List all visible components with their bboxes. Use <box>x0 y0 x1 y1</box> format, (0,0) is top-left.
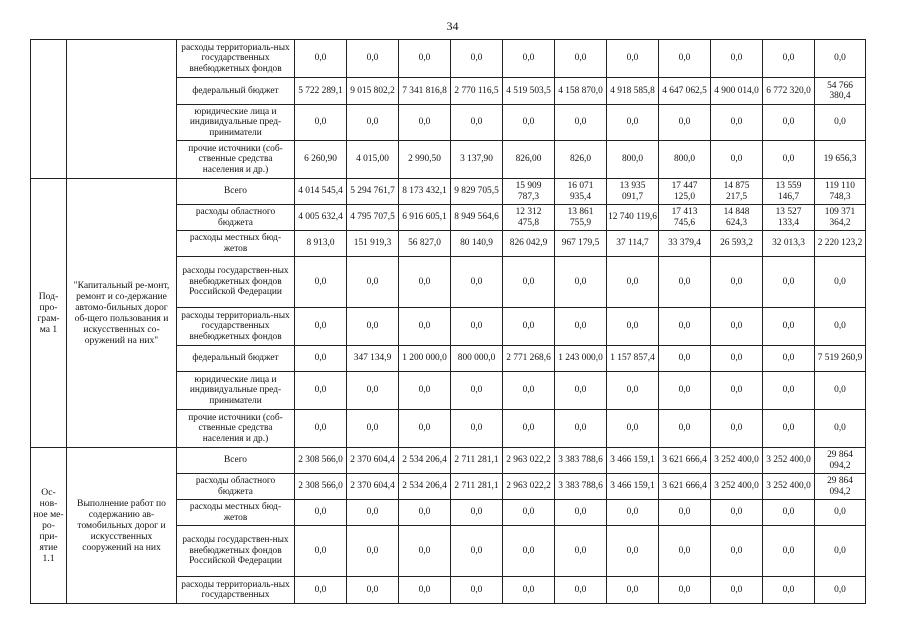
funding-source-cell: прочие источники (соб-ственные средства населения и др.) <box>177 141 295 179</box>
value-cell: 0,0 <box>711 308 763 346</box>
value-cell: 0,0 <box>815 577 866 604</box>
value-cell: 0,0 <box>503 500 555 526</box>
value-cell: 4 015,00 <box>347 141 399 179</box>
value-cell: 0,0 <box>555 410 607 448</box>
value-cell: 0,0 <box>659 40 711 78</box>
funding-source-cell: прочие источники (соб-ственные средства населения и др.) <box>177 410 295 448</box>
value-cell: 0,0 <box>815 308 866 346</box>
value-cell: 0,0 <box>763 308 815 346</box>
value-cell: 0,0 <box>451 308 503 346</box>
value-cell: 3 252 400,0 <box>763 448 815 474</box>
value-cell: 32 013,3 <box>763 231 815 257</box>
value-cell: 4 795 707,5 <box>347 205 399 231</box>
value-cell: 17 447 125,0 <box>659 179 711 205</box>
value-cell: 0,0 <box>711 257 763 308</box>
value-cell: 14 875 217,5 <box>711 179 763 205</box>
value-cell: 0,0 <box>607 577 659 604</box>
value-cell: 151 919,3 <box>347 231 399 257</box>
value-cell: 4 519 503,5 <box>503 78 555 105</box>
value-cell: 0,0 <box>607 500 659 526</box>
value-cell: 2 370 604,4 <box>347 448 399 474</box>
value-cell: 4 014 545,4 <box>295 179 347 205</box>
value-cell: 3 137,90 <box>451 141 503 179</box>
value-cell: 0,0 <box>659 372 711 410</box>
value-cell: 3 383 788,6 <box>555 448 607 474</box>
value-cell: 0,0 <box>815 40 866 78</box>
value-cell: 347 134,9 <box>347 346 399 372</box>
value-cell: 0,0 <box>607 410 659 448</box>
value-cell: 0,0 <box>295 308 347 346</box>
value-cell: 13 527 133,4 <box>763 205 815 231</box>
value-cell: 0,0 <box>555 308 607 346</box>
value-cell: 0,0 <box>295 40 347 78</box>
value-cell: 4 900 014,0 <box>711 78 763 105</box>
value-cell: 0,0 <box>399 105 451 141</box>
program-label-cell: Ос-нов-ное ме-ро-при-ятие 1.1 <box>31 448 67 604</box>
funding-source-cell: расходы областного бюджета <box>177 474 295 500</box>
value-cell: 0,0 <box>451 500 503 526</box>
value-cell: 5 722 289,1 <box>295 78 347 105</box>
value-cell: 0,0 <box>815 105 866 141</box>
value-cell: 109 371 364,2 <box>815 205 866 231</box>
value-cell: 0,0 <box>399 40 451 78</box>
value-cell: 0,0 <box>555 577 607 604</box>
value-cell: 967 179,5 <box>555 231 607 257</box>
value-cell: 0,0 <box>503 257 555 308</box>
value-cell: 0,0 <box>659 346 711 372</box>
value-cell: 37 114,7 <box>607 231 659 257</box>
value-cell: 0,0 <box>555 526 607 577</box>
value-cell: 56 827,0 <box>399 231 451 257</box>
program-name-cell: "Капитальный ре-монт, ремонт и со-держание автомо-бильных дорог об-щего пользования и искусственных со-оружений на них" <box>67 179 177 448</box>
page-number: 34 <box>446 19 459 33</box>
value-cell: 0,0 <box>659 500 711 526</box>
funding-source-cell: юридические лица и индивидуальные пред-приниматели <box>177 105 295 141</box>
value-cell: 0,0 <box>763 500 815 526</box>
value-cell: 54 766 380,4 <box>815 78 866 105</box>
value-cell: 13 935 091,7 <box>607 179 659 205</box>
value-cell: 3 252 400,0 <box>711 448 763 474</box>
value-cell: 0,0 <box>607 257 659 308</box>
value-cell: 0,0 <box>815 526 866 577</box>
value-cell: 2 308 566,0 <box>295 474 347 500</box>
value-cell: 0,0 <box>503 372 555 410</box>
value-cell: 0,0 <box>451 577 503 604</box>
value-cell: 0,0 <box>347 500 399 526</box>
value-cell: 2 711 281,1 <box>451 448 503 474</box>
value-cell: 1 157 857,4 <box>607 346 659 372</box>
value-cell: 0,0 <box>659 308 711 346</box>
value-cell: 9 015 802,2 <box>347 78 399 105</box>
funding-source-cell: расходы местных бюд-жетов <box>177 231 295 257</box>
value-cell: 0,0 <box>711 500 763 526</box>
value-cell: 0,0 <box>399 308 451 346</box>
value-cell: 3 621 666,4 <box>659 474 711 500</box>
value-cell: 5 294 761,7 <box>347 179 399 205</box>
value-cell: 0,0 <box>555 40 607 78</box>
value-cell: 0,0 <box>555 372 607 410</box>
value-cell: 0,0 <box>659 410 711 448</box>
value-cell: 3 466 159,1 <box>607 474 659 500</box>
value-cell: 3 621 666,4 <box>659 448 711 474</box>
value-cell: 0,0 <box>451 257 503 308</box>
value-cell: 0,0 <box>711 105 763 141</box>
value-cell: 6 772 320,0 <box>763 78 815 105</box>
funding-source-cell: расходы местных бюд-жетов <box>177 500 295 526</box>
value-cell: 0,0 <box>607 372 659 410</box>
value-cell: 826,00 <box>503 141 555 179</box>
value-cell: 0,0 <box>763 526 815 577</box>
value-cell: 0,0 <box>815 410 866 448</box>
value-cell: 0,0 <box>555 105 607 141</box>
value-cell: 119 110 748,3 <box>815 179 866 205</box>
value-cell: 0,0 <box>659 577 711 604</box>
value-cell: 0,0 <box>451 372 503 410</box>
value-cell: 2 534 206,4 <box>399 474 451 500</box>
value-cell: 0,0 <box>763 577 815 604</box>
value-cell: 0,0 <box>399 372 451 410</box>
value-cell: 0,0 <box>295 577 347 604</box>
value-cell: 0,0 <box>815 372 866 410</box>
value-cell: 8 949 564,6 <box>451 205 503 231</box>
value-cell: 0,0 <box>711 410 763 448</box>
value-cell: 0,0 <box>295 257 347 308</box>
value-cell: 8 913,0 <box>295 231 347 257</box>
value-cell: 0,0 <box>347 257 399 308</box>
value-cell: 33 379,4 <box>659 231 711 257</box>
value-cell: 17 413 745,6 <box>659 205 711 231</box>
value-cell: 2 770 116,5 <box>451 78 503 105</box>
value-cell: 0,0 <box>763 372 815 410</box>
value-cell: 2 370 604,4 <box>347 474 399 500</box>
value-cell: 0,0 <box>711 372 763 410</box>
value-cell: 0,0 <box>295 410 347 448</box>
funding-source-cell: расходы территориаль-ных государственных внебюджетных фондов <box>177 308 295 346</box>
value-cell: 0,0 <box>451 40 503 78</box>
value-cell: 0,0 <box>659 257 711 308</box>
value-cell: 29 864 094,2 <box>815 474 866 500</box>
value-cell: 8 173 432,1 <box>399 179 451 205</box>
value-cell: 0,0 <box>295 346 347 372</box>
value-cell: 16 071 935,4 <box>555 179 607 205</box>
value-cell: 0,0 <box>399 500 451 526</box>
value-cell: 3 383 788,6 <box>555 474 607 500</box>
value-cell: 6 260,90 <box>295 141 347 179</box>
value-cell: 0,0 <box>347 577 399 604</box>
value-cell: 0,0 <box>503 308 555 346</box>
value-cell: 0,0 <box>503 410 555 448</box>
value-cell: 0,0 <box>607 308 659 346</box>
value-cell: 2 308 566,0 <box>295 448 347 474</box>
value-cell: 0,0 <box>763 257 815 308</box>
funding-source-cell: расходы государствен-ных внебюджетных фондов Российской Федерации <box>177 257 295 308</box>
value-cell: 6 916 605,1 <box>399 205 451 231</box>
value-cell: 0,0 <box>347 410 399 448</box>
value-cell: 2 990,50 <box>399 141 451 179</box>
value-cell: 7 519 260,9 <box>815 346 866 372</box>
value-cell: 2 220 123,2 <box>815 231 866 257</box>
value-cell: 0,0 <box>711 40 763 78</box>
value-cell: 0,0 <box>763 40 815 78</box>
value-cell: 4 918 585,8 <box>607 78 659 105</box>
value-cell: 0,0 <box>295 500 347 526</box>
value-cell: 0,0 <box>711 526 763 577</box>
value-cell: 7 341 816,8 <box>399 78 451 105</box>
program-name-cell <box>67 40 177 179</box>
funding-source-cell: расходы территориаль-ных государственных внебюджетных фондов <box>177 40 295 78</box>
funding-source-cell: расходы областного бюджета <box>177 205 295 231</box>
value-cell: 0,0 <box>503 105 555 141</box>
funding-source-cell: юридические лица и индивидуальные пред-приниматели <box>177 372 295 410</box>
value-cell: 0,0 <box>347 526 399 577</box>
value-cell: 0,0 <box>399 257 451 308</box>
value-cell: 1 200 000,0 <box>399 346 451 372</box>
value-cell: 0,0 <box>399 577 451 604</box>
budget-table <box>30 39 866 604</box>
value-cell: 2 534 206,4 <box>399 448 451 474</box>
value-cell: 0,0 <box>451 410 503 448</box>
value-cell: 3 252 400,0 <box>763 474 815 500</box>
value-cell: 0,0 <box>555 257 607 308</box>
value-cell: 0,0 <box>607 40 659 78</box>
value-cell: 0,0 <box>399 410 451 448</box>
value-cell: 80 140,9 <box>451 231 503 257</box>
table-row <box>31 448 866 474</box>
value-cell: 0,0 <box>763 105 815 141</box>
value-cell: 2 963 022,2 <box>503 448 555 474</box>
value-cell: 4 158 870,0 <box>555 78 607 105</box>
value-cell: 13 559 146,7 <box>763 179 815 205</box>
value-cell: 15 909 787,3 <box>503 179 555 205</box>
value-cell: 0,0 <box>815 500 866 526</box>
value-cell: 0,0 <box>295 372 347 410</box>
value-cell: 0,0 <box>607 105 659 141</box>
value-cell: 26 593,2 <box>711 231 763 257</box>
value-cell: 0,0 <box>763 346 815 372</box>
value-cell: 0,0 <box>815 257 866 308</box>
program-label-cell <box>31 40 67 179</box>
value-cell: 0,0 <box>659 526 711 577</box>
value-cell: 0,0 <box>503 526 555 577</box>
value-cell: 4 647 062,5 <box>659 78 711 105</box>
value-cell: 2 963 022,2 <box>503 474 555 500</box>
funding-source-cell: расходы государствен-ных внебюджетных фондов Российской Федерации <box>177 526 295 577</box>
value-cell: 0,0 <box>347 308 399 346</box>
value-cell: 0,0 <box>555 500 607 526</box>
value-cell: 0,0 <box>399 526 451 577</box>
value-cell: 0,0 <box>347 40 399 78</box>
value-cell: 2 711 281,1 <box>451 474 503 500</box>
value-cell: 0,0 <box>451 105 503 141</box>
value-cell: 0,0 <box>607 526 659 577</box>
value-cell: 14 848 624,3 <box>711 205 763 231</box>
value-cell: 3 252 400,0 <box>711 474 763 500</box>
value-cell: 0,0 <box>711 346 763 372</box>
value-cell: 0,0 <box>763 410 815 448</box>
value-cell: 826,0 <box>555 141 607 179</box>
value-cell: 0,0 <box>347 372 399 410</box>
value-cell: 0,0 <box>711 141 763 179</box>
value-cell: 0,0 <box>295 526 347 577</box>
program-name-cell: Выполнение работ по содержанию ав-томобильных дорог и искусственных сооружений на них <box>67 448 177 604</box>
value-cell: 9 829 705,5 <box>451 179 503 205</box>
value-cell: 0,0 <box>503 577 555 604</box>
value-cell: 800,0 <box>659 141 711 179</box>
value-cell: 1 243 000,0 <box>555 346 607 372</box>
value-cell: 19 656,3 <box>815 141 866 179</box>
value-cell: 0,0 <box>295 105 347 141</box>
funding-source-cell: Всего <box>177 179 295 205</box>
program-label-cell: Под-про-грам-ма 1 <box>31 179 67 448</box>
value-cell: 13 861 755,9 <box>555 205 607 231</box>
funding-source-cell: расходы территориаль-ных государственных <box>177 577 295 604</box>
value-cell: 2 771 268,6 <box>503 346 555 372</box>
value-cell: 29 864 094,2 <box>815 448 866 474</box>
value-cell: 826 042,9 <box>503 231 555 257</box>
value-cell: 0,0 <box>451 526 503 577</box>
value-cell: 4 005 632,4 <box>295 205 347 231</box>
value-cell: 12 740 119,6 <box>607 205 659 231</box>
funding-source-cell: федеральный бюджет <box>177 78 295 105</box>
value-cell: 0,0 <box>659 105 711 141</box>
value-cell: 12 312 475,8 <box>503 205 555 231</box>
value-cell: 0,0 <box>763 141 815 179</box>
value-cell: 0,0 <box>347 105 399 141</box>
funding-source-cell: федеральный бюджет <box>177 346 295 372</box>
value-cell: 0,0 <box>711 577 763 604</box>
value-cell: 0,0 <box>503 40 555 78</box>
value-cell: 800 000,0 <box>451 346 503 372</box>
value-cell: 800,0 <box>607 141 659 179</box>
funding-source-cell: Всего <box>177 448 295 474</box>
value-cell: 3 466 159,1 <box>607 448 659 474</box>
table-row <box>31 40 866 78</box>
table-row <box>31 179 866 205</box>
